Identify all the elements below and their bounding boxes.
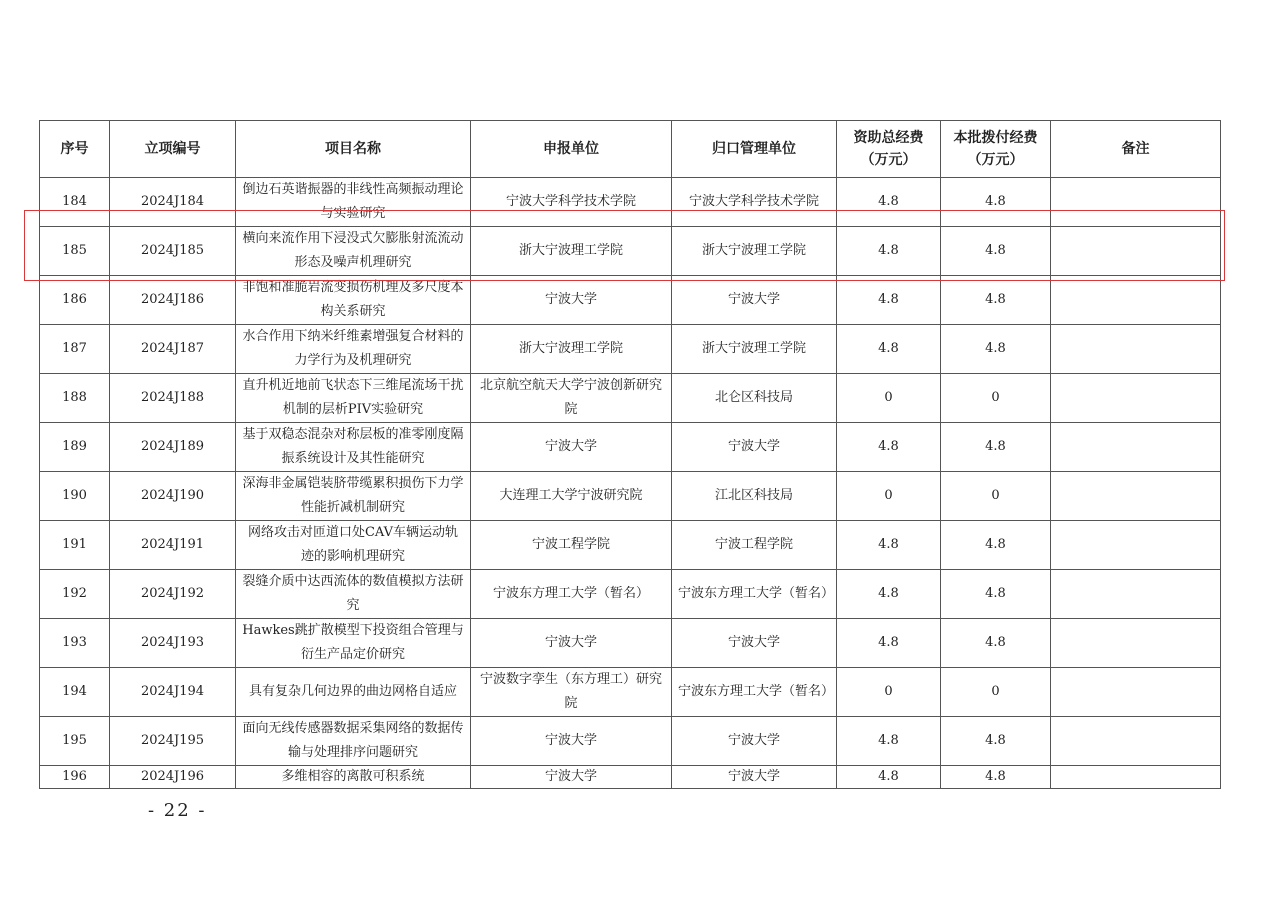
cell-total: 4.8: [837, 766, 941, 789]
cell-remark: [1051, 766, 1221, 789]
header-no: 序号: [40, 121, 110, 178]
cell-batch: 4.8: [941, 227, 1051, 276]
cell-no: 184: [40, 178, 110, 227]
cell-code: 2024J190: [110, 472, 236, 521]
table-row: [40, 325, 1221, 374]
cell-name: 裂缝介质中达西流体的数值模拟方法研究: [236, 570, 471, 619]
table-row: [40, 521, 1221, 570]
cell-manager: 宁波大学: [672, 619, 837, 668]
table-row: [40, 717, 1221, 766]
cell-remark: [1051, 423, 1221, 472]
cell-batch: 0: [941, 374, 1051, 423]
cell-manager: 宁波大学: [672, 717, 837, 766]
cell-batch: 4.8: [941, 423, 1051, 472]
header-remark: 备注: [1051, 121, 1221, 178]
cell-name: 多维相容的离散可积系统: [236, 766, 471, 789]
table-row: [40, 766, 1221, 789]
table-row: [40, 227, 1221, 276]
cell-code: 2024J195: [110, 717, 236, 766]
header-total: 资助总经费 （万元）: [837, 121, 941, 178]
cell-remark: [1051, 276, 1221, 325]
table-row: [40, 374, 1221, 423]
cell-name: 非饱和准脆岩流变损伤机理及多尺度本构关系研究: [236, 276, 471, 325]
table-row: [40, 619, 1221, 668]
cell-applicant: 北京航空航天大学宁波创新研究院: [471, 374, 672, 423]
cell-name: 直升机近地前飞状态下三维尾流场干扰机制的层析PIV实验研究: [236, 374, 471, 423]
table-row: [40, 178, 1221, 227]
cell-manager: 宁波大学: [672, 276, 837, 325]
cell-manager: 江北区科技局: [672, 472, 837, 521]
table-row: [40, 423, 1221, 472]
cell-applicant: 宁波大学: [471, 619, 672, 668]
table-row: [40, 472, 1221, 521]
cell-no: 196: [40, 766, 110, 789]
table-row: [40, 668, 1221, 717]
table-row: [40, 276, 1221, 325]
cell-code: 2024J184: [110, 178, 236, 227]
cell-no: 193: [40, 619, 110, 668]
cell-applicant: 宁波数字孪生（东方理工）研究院: [471, 668, 672, 717]
cell-total: 0: [837, 374, 941, 423]
cell-applicant: 大连理工大学宁波研究院: [471, 472, 672, 521]
cell-applicant: 宁波大学: [471, 276, 672, 325]
cell-no: 186: [40, 276, 110, 325]
cell-remark: [1051, 178, 1221, 227]
cell-code: 2024J189: [110, 423, 236, 472]
cell-manager: 浙大宁波理工学院: [672, 227, 837, 276]
funding-table: [39, 120, 1221, 789]
cell-applicant: 宁波大学: [471, 717, 672, 766]
cell-manager: 宁波工程学院: [672, 521, 837, 570]
cell-applicant: 宁波大学: [471, 423, 672, 472]
cell-batch: 4.8: [941, 521, 1051, 570]
cell-batch: 4.8: [941, 619, 1051, 668]
header-code: 立项编号: [110, 121, 236, 178]
cell-code: 2024J186: [110, 276, 236, 325]
cell-batch: 0: [941, 668, 1051, 717]
page-number: - 22 -: [148, 800, 207, 821]
cell-applicant: 宁波大学: [471, 766, 672, 789]
cell-applicant: 宁波工程学院: [471, 521, 672, 570]
cell-batch: 4.8: [941, 276, 1051, 325]
cell-total: 4.8: [837, 325, 941, 374]
cell-applicant: 浙大宁波理工学院: [471, 325, 672, 374]
cell-manager: 宁波大学科学技术学院: [672, 178, 837, 227]
cell-code: 2024J192: [110, 570, 236, 619]
header-name: 项目名称: [236, 121, 471, 178]
table-header-row: [40, 121, 1221, 178]
cell-manager: 宁波大学: [672, 423, 837, 472]
cell-manager: 宁波东方理工大学（暂名）: [672, 668, 837, 717]
cell-total: 4.8: [837, 570, 941, 619]
cell-name: 深海非金属铠装脐带缆累积损伤下力学性能折减机制研究: [236, 472, 471, 521]
cell-no: 185: [40, 227, 110, 276]
cell-batch: 4.8: [941, 570, 1051, 619]
cell-name: Hawkes跳扩散模型下投资组合管理与衍生产品定价研究: [236, 619, 471, 668]
cell-total: 0: [837, 472, 941, 521]
cell-total: 4.8: [837, 717, 941, 766]
cell-total: 4.8: [837, 619, 941, 668]
cell-no: 189: [40, 423, 110, 472]
cell-no: 188: [40, 374, 110, 423]
cell-manager: 浙大宁波理工学院: [672, 325, 837, 374]
cell-name: 横向来流作用下浸没式欠膨胀射流流动形态及噪声机理研究: [236, 227, 471, 276]
cell-remark: [1051, 227, 1221, 276]
cell-manager: 宁波大学: [672, 766, 837, 789]
cell-batch: 4.8: [941, 325, 1051, 374]
cell-no: 192: [40, 570, 110, 619]
cell-code: 2024J196: [110, 766, 236, 789]
cell-name: 面向无线传感器数据采集网络的数据传输与处理排序问题研究: [236, 717, 471, 766]
cell-remark: [1051, 570, 1221, 619]
cell-batch: 4.8: [941, 766, 1051, 789]
cell-remark: [1051, 325, 1221, 374]
cell-name: 网络攻击对匝道口处CAV车辆运动轨迹的影响机理研究: [236, 521, 471, 570]
cell-applicant: 宁波大学科学技术学院: [471, 178, 672, 227]
cell-no: 190: [40, 472, 110, 521]
cell-remark: [1051, 619, 1221, 668]
cell-applicant: 浙大宁波理工学院: [471, 227, 672, 276]
cell-code: 2024J185: [110, 227, 236, 276]
cell-code: 2024J187: [110, 325, 236, 374]
cell-remark: [1051, 374, 1221, 423]
cell-code: 2024J193: [110, 619, 236, 668]
cell-name: 基于双稳态混杂对称层板的准零刚度隔振系统设计及其性能研究: [236, 423, 471, 472]
cell-no: 195: [40, 717, 110, 766]
table-row: [40, 570, 1221, 619]
header-applicant: 申报单位: [471, 121, 672, 178]
cell-no: 191: [40, 521, 110, 570]
cell-code: 2024J191: [110, 521, 236, 570]
cell-remark: [1051, 521, 1221, 570]
cell-name: 具有复杂几何边界的曲边网格自适应: [236, 668, 471, 717]
cell-name: 水合作用下纳米纤维素增强复合材料的力学行为及机理研究: [236, 325, 471, 374]
cell-no: 194: [40, 668, 110, 717]
cell-batch: 0: [941, 472, 1051, 521]
cell-remark: [1051, 717, 1221, 766]
cell-remark: [1051, 668, 1221, 717]
cell-name: 倒边石英谐振器的非线性高频振动理论与实验研究: [236, 178, 471, 227]
header-manager: 归口管理单位: [672, 121, 837, 178]
cell-no: 187: [40, 325, 110, 374]
cell-total: 4.8: [837, 227, 941, 276]
cell-total: 4.8: [837, 423, 941, 472]
cell-manager: 北仑区科技局: [672, 374, 837, 423]
cell-remark: [1051, 472, 1221, 521]
cell-total: 4.8: [837, 178, 941, 227]
cell-batch: 4.8: [941, 717, 1051, 766]
cell-manager: 宁波东方理工大学（暂名）: [672, 570, 837, 619]
cell-code: 2024J188: [110, 374, 236, 423]
cell-total: 4.8: [837, 521, 941, 570]
cell-applicant: 宁波东方理工大学（暂名）: [471, 570, 672, 619]
cell-batch: 4.8: [941, 178, 1051, 227]
header-batch: 本批拨付经费 （万元）: [941, 121, 1051, 178]
cell-total: 0: [837, 668, 941, 717]
cell-code: 2024J194: [110, 668, 236, 717]
cell-total: 4.8: [837, 276, 941, 325]
